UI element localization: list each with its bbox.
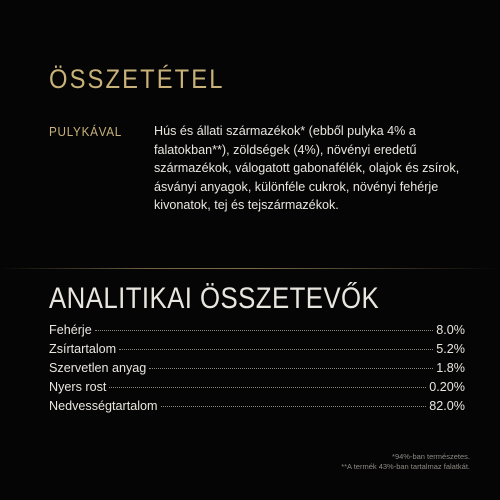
analytics-row-protein [49,323,465,342]
analytics-row-name: Nyers rost [49,380,107,394]
footnote: **A termék 43%-ban tartalmaz falatkát. [341,462,470,471]
analytics-row-fiber [49,380,465,399]
analytics-row-name: Szervetlen anyag [49,361,147,375]
analytics-row-value: 8.0% [436,323,465,337]
footnote: *94%-ban természetes. [392,452,470,461]
dot-leader [109,387,426,388]
composition-variant-label: PULYKÁVAL [49,124,123,139]
dot-leader [161,406,427,407]
dot-leader [119,349,433,350]
analytics-row-name: Fehérje [49,323,92,337]
analytics-list [49,323,465,418]
analytics-row-fat [49,342,465,361]
analytics-row-value: 0.20% [429,380,465,394]
analytics-title: ANALITIKAI ÖSSZETEVŐK [49,282,380,315]
dot-leader [95,330,434,331]
section-divider [0,268,500,269]
analytics-row-moisture [49,399,465,418]
analytics-row-name: Nedvességtartalom [49,399,158,413]
analytics-row-ash [49,361,465,380]
footnotes [341,452,470,472]
analytics-row-value: 5.2% [436,342,465,356]
analytics-row-value: 1.8% [436,361,465,375]
dot-leader [149,368,433,369]
analytics-row-name: Zsírtartalom [49,342,117,356]
composition-ingredients-text: Hús és állati származékok* (ebből pulyka 4% a falatokban**), zöldségek (4%), növényi eredetű származékok, válogatott gabonafélék, olajok és zsírok, ásványi anyagok, különféle cukrok, növényi fehérje kivonatok, tej és tejszármazékok. [154,124,460,212]
composition-title: ÖSSZETÉTEL [49,64,225,94]
analytics-row-value: 82.0% [429,399,465,413]
